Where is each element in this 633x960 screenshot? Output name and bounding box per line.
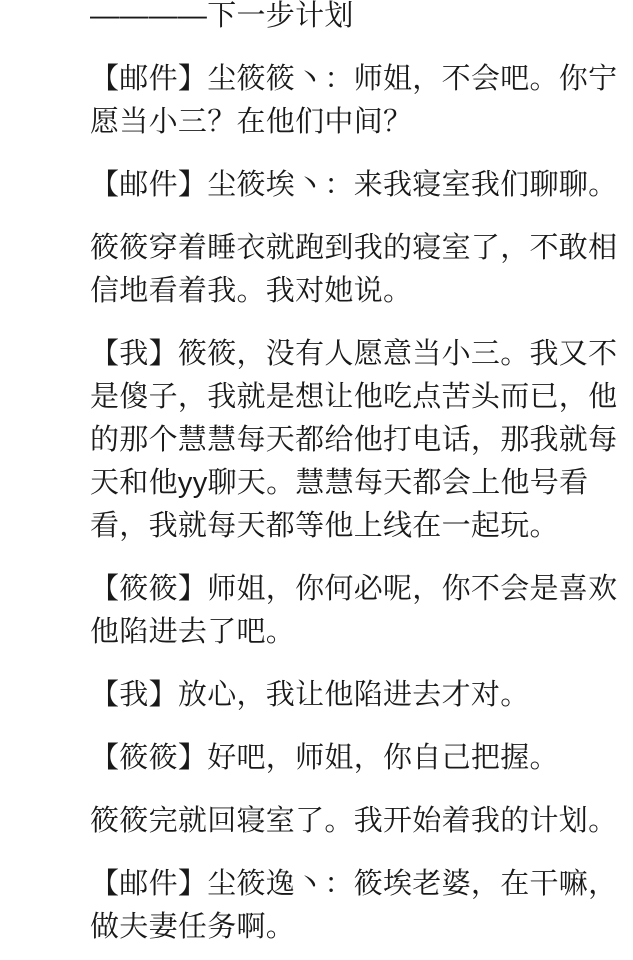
paragraph-mail-yi [90,863,619,949]
paragraph-narration-plan [90,800,619,843]
text-line: 【我】筱筱，没有人愿意当小三。我又不 [90,338,618,370]
text-line: 【邮件】尘筱逸丶：筱埃老婆，在干嘛， [90,868,618,900]
text-line: 筱筱完就回寝室了。我开始着我的计划。 [90,805,618,837]
text-line: 的那个慧慧每天都给他打电话，那我就每 [90,424,618,456]
paragraph-mail-reply [90,164,619,207]
text-line: 愿当小三？在他们中间？ [90,106,413,138]
text-line: 看，我就每天都等他上线在一起玩。 [90,510,559,542]
text-line: 【筱筱】好吧，师姐，你自己把握。 [90,742,559,774]
paragraph-plan-heading [90,0,619,38]
paragraph-me-explain [90,333,619,548]
paragraph-narration-dorm [90,227,619,313]
text-line: 信地看着我。我对她说。 [90,275,413,307]
text-line: 天和他yy聊天。慧慧每天都会上他号看 [90,467,589,499]
text-line: 【邮件】尘筱埃丶：来我寝室我们聊聊。 [90,169,618,201]
paragraph-xiaoxiao-question [90,568,619,654]
text-line: 【我】放心，我让他陷进去才对。 [90,679,530,711]
paragraph-xiaoxiao-ok [90,737,619,780]
paragraph-mail-xiaoxiao [90,58,619,144]
text-line: 【邮件】尘筱筱丶：师姐，不会吧。你宁 [90,63,618,95]
text-line: ————下一步计划 [90,0,354,32]
text-line: 做夫妻任务啊。 [90,911,296,943]
text-line: 筱筱穿着睡衣就跑到我的寝室了，不敢相 [90,232,618,264]
text-line: 【筱筱】师姐，你何必呢，你不会是喜欢 [90,573,618,605]
text-line: 是傻子，我就是想让他吃点苦头而已，他 [90,381,618,413]
paragraph-me-reassure [90,674,619,717]
text-line: 他陷进去了吧。 [90,616,296,648]
